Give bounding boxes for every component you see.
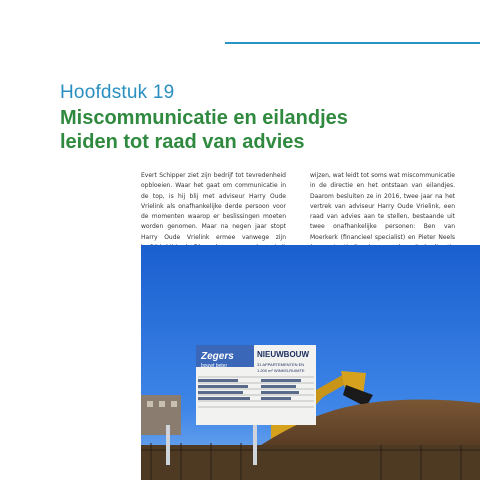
sign-brand: Zegers bbox=[201, 351, 234, 362]
sign-line-2: 1.200 m² WINKELRUIMTE bbox=[257, 368, 305, 373]
chapter-label: Hoofdstuk 19 bbox=[60, 82, 175, 103]
construction-photo bbox=[141, 245, 480, 480]
construction-photo-illustration bbox=[141, 245, 480, 480]
chapter-title: Miscommunicatie en eilandjes leiden tot raad van advies bbox=[60, 107, 348, 153]
sign-line-1: 31 APPARTEMENTEN EN bbox=[257, 362, 305, 367]
sign-tagline: bouwt beter bbox=[201, 363, 228, 369]
sign-title: NIEUWBOUW bbox=[257, 350, 309, 359]
sign-post-right bbox=[253, 425, 257, 465]
top-rule bbox=[225, 42, 480, 44]
construction-sign bbox=[196, 345, 316, 425]
body-column-left: Evert Schipper ziet zijn bedrijf tot tevredenheid opbloeien. Waar het gaat om communicatie in de top, is hij blij met adviseur Harry Oude Vrielink als onafhankelijke derde persoon voor de momenten waarop er beslissingen moeten worden genomen. Maar na negen jaar stopt Harry Oude Vrielink ermee vanwege zijn bbox=[141, 172, 286, 241]
body-column-right: wijzen, wat leidt tot soms wat miscommunicatie in de directie en het ontstaan van eilandjes. Daarom besluiten ze in 2016, twee jaar na het vertrek van adviseur Harry Oude Vrielink, een raad van advies aan te stellen, bestaande uit twee onafhankelijke personen: Ben van Moerkerk (financieel specialist) en Pieter Neels bbox=[310, 172, 455, 241]
sign-post-left bbox=[166, 425, 170, 465]
distant-buildings bbox=[141, 395, 181, 435]
